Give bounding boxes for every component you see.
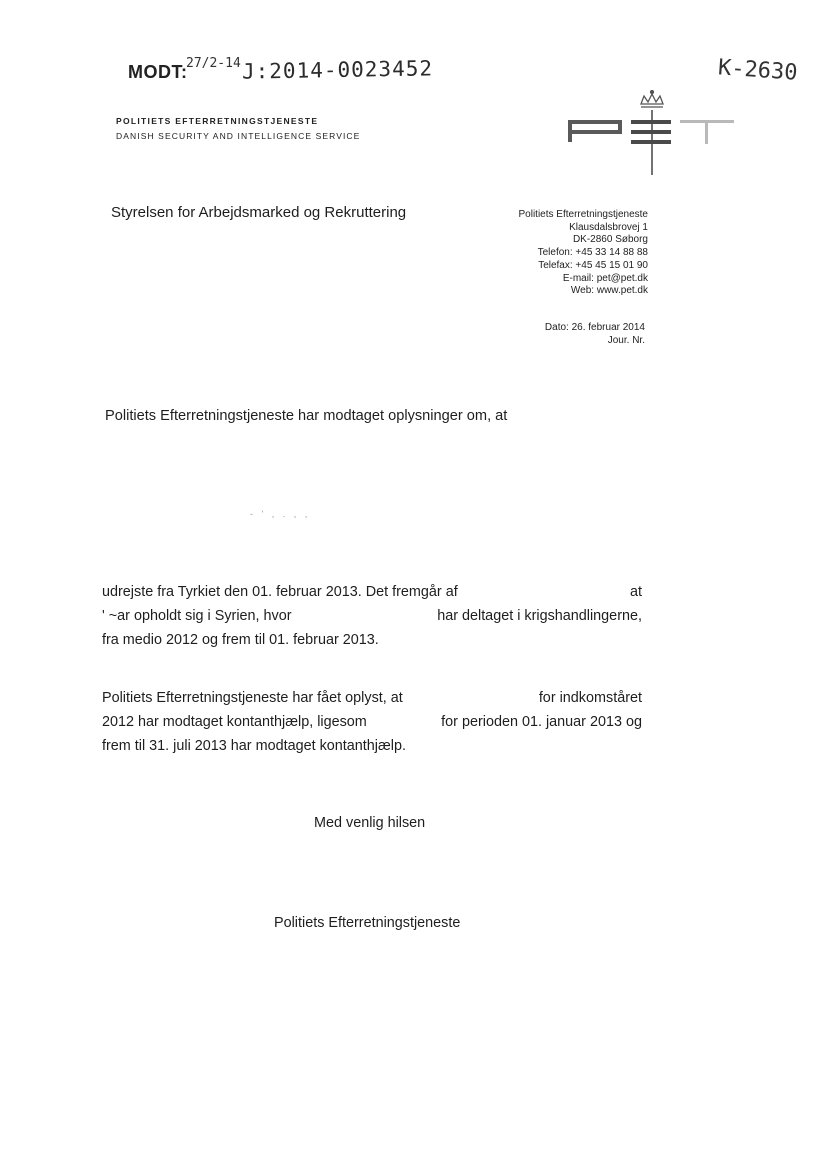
line-text: ' ~ar opholdt sig i Syrien, hvor (102, 608, 292, 624)
letter-meta (545, 321, 645, 347)
paragraph-line: frem til 31. juli 2013 har modtaget kontanthjælp. (102, 738, 406, 754)
paragraph-travel (102, 580, 642, 652)
line-text: for perioden 01. januar 2013 og (441, 714, 642, 730)
sender-street: Klausdalsbrovej 1 (569, 221, 648, 233)
crown-icon (641, 91, 663, 108)
agency-name-english: DANISH SECURITY AND INTELLIGENCE SERVICE (116, 131, 361, 141)
line-text: Politiets Efterretningstjeneste har fået oplyst, at (102, 690, 403, 706)
sender-email: E-mail: pet@pet.dk (562, 272, 648, 284)
signature-agency: Politiets Efterretningstjeneste (274, 915, 461, 931)
logo-letter-e (631, 120, 671, 144)
sender-name: Politiets Efterretningstjeneste (518, 209, 648, 220)
sender-city: DK-2860 Søborg (572, 234, 648, 246)
line-text: 2012 har modtaget kontanthjælp, ligesom (102, 714, 367, 730)
paragraph-line (102, 580, 642, 604)
closing-greeting: Med venlig hilsen (314, 815, 426, 831)
received-stamp-label: MODT: (128, 62, 188, 82)
line-text: for indkomståret (538, 690, 642, 706)
journal-number-handwritten: J:2014-0023452 (241, 56, 434, 84)
logo-letter-t (680, 120, 734, 144)
pet-logo (565, 90, 735, 180)
sender-web: Web: www.pet.dk (570, 285, 648, 297)
paragraph-benefits (102, 686, 642, 758)
journal-number-label: Jour. Nr. (607, 335, 645, 346)
sender-phone: Telefon: +45 33 14 88 88 (537, 247, 648, 259)
agency-name-danish: POLITIETS EFTERRETNINGSTJENESTE (116, 116, 319, 126)
stamp-date-scribble: 27/2-14 (186, 56, 241, 71)
sender-fax: Telefax: +45 45 15 01 90 (538, 259, 648, 271)
paragraph-line: fra medio 2012 og frem til 01. februar 2013. (102, 632, 379, 648)
line-text: at (629, 584, 642, 600)
recipient-name: Styrelsen for Arbejdsmarked og Rekruttering (111, 204, 407, 221)
paragraph-line (102, 686, 642, 710)
pet-logo-graphic (565, 90, 735, 180)
paragraph-line (102, 710, 642, 734)
redacted-name-remnant: - ' , . , , (250, 509, 311, 519)
sender-address-block (518, 209, 648, 298)
logo-letter-p (568, 120, 622, 142)
paragraph-line (102, 604, 642, 628)
line-text: udrejste fra Tyrkiet den 01. februar 2013. Det fremgår af (102, 584, 458, 600)
intro-sentence: Politiets Efterretningstjeneste har modtaget oplysninger om, at (105, 408, 508, 424)
letter-date: Dato: 26. februar 2014 (544, 322, 645, 333)
handwritten-reference: K-2630 (717, 55, 799, 86)
line-text: har deltaget i krigshandlingerne, (437, 608, 642, 624)
